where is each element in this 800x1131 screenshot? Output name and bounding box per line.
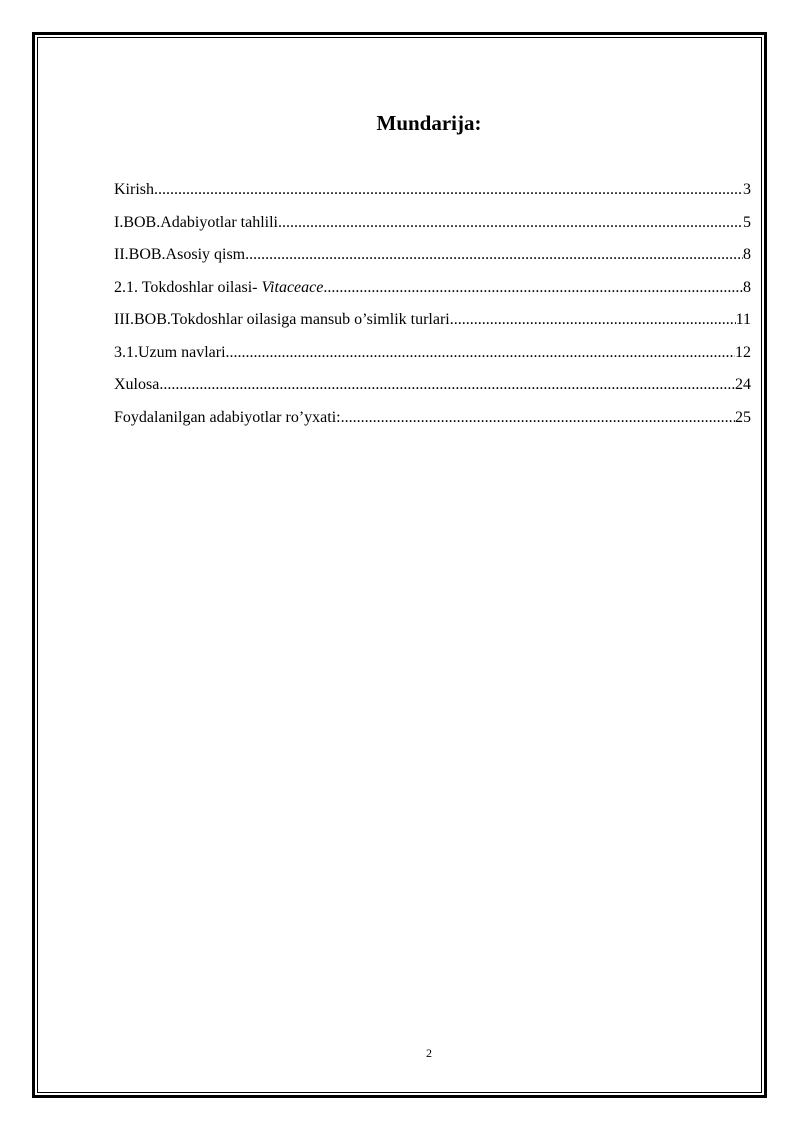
toc-entry[interactable] [114, 373, 751, 406]
toc-entry-page: 8 [743, 246, 751, 263]
document-title: Mundarija: [376, 111, 482, 135]
toc-entry-label: Kirish [114, 181, 154, 198]
table-of-contents [114, 178, 751, 438]
toc-entry-page: 24 [735, 376, 751, 393]
toc-dot-leader [341, 406, 735, 430]
toc-entry[interactable] [114, 308, 751, 341]
toc-entry-label: 2.1. Tokdoshlar oilasi- Vitaceace [114, 278, 324, 296]
page-number: 2 [426, 1046, 432, 1060]
toc-entry-page: 11 [735, 311, 751, 328]
toc-entry[interactable] [114, 178, 751, 211]
toc-entry[interactable] [114, 243, 751, 276]
toc-entry-page: 3 [743, 181, 751, 198]
toc-entry-page: 25 [735, 408, 751, 426]
toc-entry[interactable] [114, 341, 751, 374]
toc-entry-page: 12 [735, 343, 751, 361]
toc-entry-label: III.BOB.Tokdoshlar oilasiga mansub o’simlik turlari [114, 311, 450, 328]
toc-dot-leader [159, 373, 735, 397]
toc-entry-label: II.BOB.Asosiy qism [114, 246, 246, 263]
toc-entry-label: 3.1.Uzum navlari [114, 343, 226, 361]
toc-dot-leader [226, 341, 735, 365]
toc-dot-leader [278, 211, 743, 235]
toc-entry-label: Xulosa [114, 376, 160, 393]
toc-entry[interactable] [114, 276, 751, 309]
toc-entry-page: 5 [743, 213, 751, 231]
toc-dot-leader [154, 178, 743, 202]
toc-dot-leader [450, 308, 736, 332]
toc-entry-label: Foydalanilgan adabiyotlar ro’yxati: [114, 408, 341, 426]
toc-entry-label: I.BOB.Adabiyotlar tahlili [114, 213, 278, 231]
toc-entry[interactable] [114, 211, 751, 244]
toc-entry[interactable] [114, 406, 751, 439]
toc-dot-leader [245, 243, 743, 267]
toc-entry-page: 8 [743, 278, 751, 296]
toc-dot-leader [323, 276, 743, 300]
